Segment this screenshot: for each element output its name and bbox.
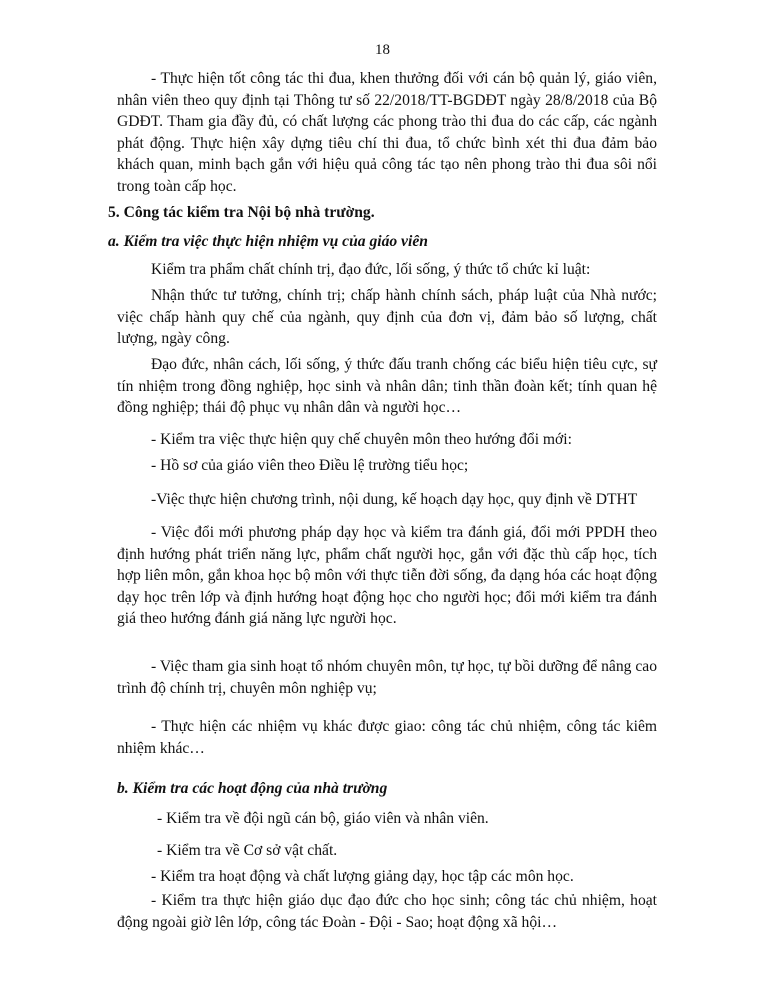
subsection-a-heading: a. Kiểm tra việc thực hiện nhiệm vụ của giáo viên bbox=[108, 233, 428, 250]
page-number: 18 bbox=[375, 42, 390, 58]
paragraph: Đạo đức, nhân cách, lối sống, ý thức đấu tranh chống các biểu hiện tiêu cực, sự tín nhiệm trong đồng nghiệp, học sinh và nhân dân; tinh thần đoàn kết; tính quan hệ đồng nghiệp; thái độ phục vụ nhân dân và người học… bbox=[117, 356, 657, 416]
paragraph: - Hồ sơ của giáo viên theo Điều lệ trường tiểu học; bbox=[151, 457, 469, 474]
paragraph: - Kiểm tra việc thực hiện quy chế chuyên môn theo hướng đổi mới: bbox=[151, 431, 572, 448]
paragraph: - Kiểm tra hoạt động và chất lượng giảng dạy, học tập các môn học. bbox=[151, 868, 574, 885]
section-5-heading: 5. Công tác kiểm tra Nội bộ nhà trường. bbox=[108, 204, 375, 221]
paragraph: - Việc đổi mới phương pháp dạy học và kiểm tra đánh giá, đổi mới PPDH theo định hướng phát triển năng lực, phẩm chất người học, gắn với đặc thù cấp học, tích hợp liên môn, gắn khoa học bộ môn với thực tiễn đời sống, đa dạng hóa các hoạt động dạy học trên lớp và định hướng hoạt động học cho người học; đổi mới kiểm tra đánh giá theo hướng đánh giá năng lực người học. bbox=[117, 524, 657, 627]
intro-paragraph: - Thực hiện tốt công tác thi đua, khen thưởng đối với cán bộ quản lý, giáo viên, nhân viên theo quy định tại Thông tư số 22/2018/TT-BGDĐT ngày 28/8/2018 của Bộ GDĐT. Tham gia đầy đủ, có chất lượng các phong trào thi đua do các cấp, các ngành phát động. Thực hiện xây dựng tiêu chí thi đua, tổ chức bình xét thi đua đảm bảo khách quan, minh bạch gắn với hiệu quả công tác tạo nên phong trào thi đua sôi nổi trong toàn cấp học. bbox=[117, 70, 657, 195]
paragraph: - Kiểm tra thực hiện giáo dục đạo đức cho học sinh; công tác chủ nhiệm, hoạt động ngoài giờ lên lớp, công tác Đoàn - Đội - Sao; hoạt động xã hội… bbox=[117, 892, 657, 931]
paragraph: Nhận thức tư tưởng, chính trị; chấp hành chính sách, pháp luật của Nhà nước; việc chấp hành quy chế của ngành, quy định của đơn vị, đảm bảo số lượng, chất lượng, ngày công. bbox=[117, 287, 657, 347]
paragraph: -Việc thực hiện chương trình, nội dung, kế hoạch dạy học, quy định về DTHT bbox=[151, 491, 638, 508]
paragraph: - Thực hiện các nhiệm vụ khác được giao: công tác chủ nhiệm, công tác kiêm nhiệm khác… bbox=[117, 718, 657, 757]
paragraph: - Kiểm tra về đội ngũ cán bộ, giáo viên và nhân viên. bbox=[157, 810, 489, 827]
paragraph: - Kiểm tra về Cơ sở vật chất. bbox=[157, 842, 338, 859]
paragraph: - Việc tham gia sinh hoạt tổ nhóm chuyên môn, tự học, tự bồi dưỡng để nâng cao trình độ chính trị, chuyên môn nghiệp vụ; bbox=[117, 658, 657, 697]
paragraph: Kiểm tra phẩm chất chính trị, đạo đức, lối sống, ý thức tổ chức kỉ luật: bbox=[151, 261, 591, 278]
subsection-b-heading: b. Kiểm tra các hoạt động của nhà trường bbox=[117, 780, 388, 797]
